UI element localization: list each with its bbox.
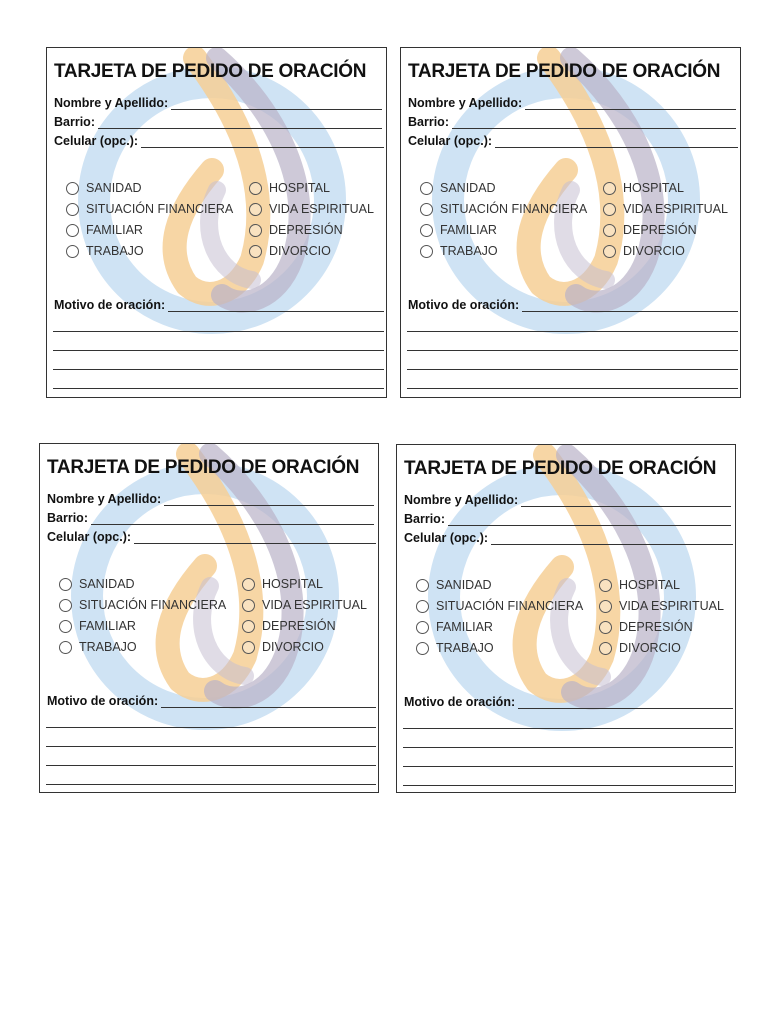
option-left-2[interactable] <box>66 223 143 237</box>
celular-label: Celular (opc.): <box>47 530 132 544</box>
option-label: DEPRESIÓN <box>262 619 336 633</box>
radio-circle[interactable] <box>59 599 72 612</box>
writing-line[interactable] <box>53 369 384 370</box>
radio-circle[interactable] <box>66 182 79 195</box>
celular-line[interactable] <box>495 136 738 148</box>
radio-circle[interactable] <box>66 203 79 216</box>
motivo-line[interactable] <box>518 697 733 709</box>
motivo-label: Motivo de oración: <box>408 298 520 312</box>
writing-line[interactable] <box>46 727 376 728</box>
option-label: DEPRESIÓN <box>269 223 343 237</box>
option-right-0[interactable] <box>249 181 330 195</box>
option-label: HOSPITAL <box>619 578 680 592</box>
radio-circle[interactable] <box>420 203 433 216</box>
prayer-card-4 <box>396 444 736 793</box>
radio-circle[interactable] <box>599 621 612 634</box>
name-label: Nombre y Apellido: <box>47 492 162 506</box>
option-left-1[interactable] <box>66 202 233 216</box>
motivo-field[interactable] <box>404 695 733 709</box>
radio-circle[interactable] <box>603 245 616 258</box>
barrio-label: Barrio: <box>408 115 449 129</box>
option-label: HOSPITAL <box>269 181 330 195</box>
option-left-2[interactable] <box>420 223 497 237</box>
option-label: FAMILIAR <box>79 619 136 633</box>
option-left-1[interactable] <box>416 599 583 613</box>
option-label: HOSPITAL <box>623 181 684 195</box>
option-label: SITUACIÓN FINANCIERA <box>436 599 584 613</box>
barrio-line[interactable] <box>448 514 731 526</box>
writing-line[interactable] <box>403 766 733 767</box>
prayer-card-2 <box>400 47 741 398</box>
radio-circle[interactable] <box>603 203 616 216</box>
writing-line[interactable] <box>407 350 738 351</box>
radio-circle[interactable] <box>599 642 612 655</box>
celular-label: Celular (opc.): <box>404 531 489 545</box>
writing-line[interactable] <box>407 388 738 389</box>
option-label: SITUACIÓN FINANCIERA <box>440 202 588 216</box>
option-right-3[interactable] <box>249 244 331 258</box>
celular-field[interactable] <box>54 134 384 148</box>
writing-line[interactable] <box>46 765 376 766</box>
option-right-2[interactable] <box>249 223 343 237</box>
option-label: VIDA ESPIRITUAL <box>262 598 367 612</box>
option-label: FAMILIAR <box>436 620 493 634</box>
barrio-line[interactable] <box>91 513 374 525</box>
radio-circle[interactable] <box>242 578 255 591</box>
option-right-2[interactable] <box>242 619 336 633</box>
barrio-field[interactable] <box>408 115 736 129</box>
writing-line[interactable] <box>53 350 384 351</box>
motivo-line[interactable] <box>168 300 384 312</box>
radio-circle[interactable] <box>59 578 72 591</box>
option-left-2[interactable] <box>59 619 136 633</box>
barrio-field[interactable] <box>54 115 382 129</box>
writing-line[interactable] <box>403 785 733 786</box>
barrio-label: Barrio: <box>404 512 445 526</box>
name-line[interactable] <box>521 495 731 507</box>
writing-line[interactable] <box>407 331 738 332</box>
option-left-3[interactable] <box>420 244 498 258</box>
radio-circle[interactable] <box>416 621 429 634</box>
name-field[interactable] <box>47 492 374 506</box>
barrio-field[interactable] <box>47 511 374 525</box>
option-left-2[interactable] <box>416 620 493 634</box>
celular-field[interactable] <box>408 134 738 148</box>
radio-circle[interactable] <box>420 245 433 258</box>
option-label: VIDA ESPIRITUAL <box>269 202 374 216</box>
motivo-field[interactable] <box>54 298 384 312</box>
option-label: TRABAJO <box>86 244 144 258</box>
radio-circle[interactable] <box>420 182 433 195</box>
motivo-field[interactable] <box>408 298 738 312</box>
writing-line[interactable] <box>46 746 376 747</box>
radio-circle[interactable] <box>59 641 72 654</box>
barrio-label: Barrio: <box>54 115 95 129</box>
option-label: VIDA ESPIRITUAL <box>619 599 724 613</box>
radio-circle[interactable] <box>66 224 79 237</box>
radio-circle[interactable] <box>249 245 262 258</box>
option-right-3[interactable] <box>599 641 681 655</box>
radio-circle[interactable] <box>242 599 255 612</box>
radio-circle[interactable] <box>416 579 429 592</box>
option-label: TRABAJO <box>79 640 137 654</box>
option-label: DIVORCIO <box>623 244 685 258</box>
radio-circle[interactable] <box>249 224 262 237</box>
radio-circle[interactable] <box>66 245 79 258</box>
barrio-line[interactable] <box>452 117 736 129</box>
option-label: SITUACIÓN FINANCIERA <box>86 202 234 216</box>
radio-circle[interactable] <box>599 600 612 613</box>
name-label: Nombre y Apellido: <box>54 96 169 110</box>
writing-line[interactable] <box>403 728 733 729</box>
barrio-line[interactable] <box>98 117 382 129</box>
name-label: Nombre y Apellido: <box>404 493 519 507</box>
option-left-3[interactable] <box>66 244 144 258</box>
radio-circle[interactable] <box>59 620 72 633</box>
writing-line[interactable] <box>53 331 384 332</box>
option-right-1[interactable] <box>249 202 374 216</box>
option-label: TRABAJO <box>436 641 494 655</box>
option-label: DIVORCIO <box>262 640 324 654</box>
writing-line[interactable] <box>53 388 384 389</box>
card-title: TARJETA DE PEDIDO DE ORACIÓN <box>47 457 360 478</box>
option-label: TRABAJO <box>440 244 498 258</box>
radio-circle[interactable] <box>249 182 262 195</box>
celular-line[interactable] <box>491 533 733 545</box>
celular-label: Celular (opc.): <box>408 134 493 148</box>
name-field[interactable] <box>404 493 731 507</box>
option-left-1[interactable] <box>59 598 226 612</box>
option-label: SANIDAD <box>440 181 496 195</box>
option-left-3[interactable] <box>59 640 137 654</box>
option-left-0[interactable] <box>59 577 135 591</box>
motivo-line[interactable] <box>161 696 376 708</box>
radio-circle[interactable] <box>420 224 433 237</box>
option-label: SANIDAD <box>79 577 135 591</box>
option-label: DEPRESIÓN <box>619 620 693 634</box>
motivo-label: Motivo de oración: <box>54 298 166 312</box>
option-label: FAMILIAR <box>440 223 497 237</box>
celular-line[interactable] <box>134 532 376 544</box>
celular-line[interactable] <box>141 136 384 148</box>
option-right-0[interactable] <box>242 577 323 591</box>
option-label: DIVORCIO <box>619 641 681 655</box>
writing-line[interactable] <box>407 369 738 370</box>
option-right-2[interactable] <box>603 223 697 237</box>
option-label: SITUACIÓN FINANCIERA <box>79 598 227 612</box>
radio-circle[interactable] <box>249 203 262 216</box>
option-right-1[interactable] <box>603 202 728 216</box>
radio-circle[interactable] <box>416 642 429 655</box>
barrio-label: Barrio: <box>47 511 88 525</box>
celular-field[interactable] <box>47 530 376 544</box>
name-label: Nombre y Apellido: <box>408 96 523 110</box>
option-right-1[interactable] <box>242 598 367 612</box>
motivo-field[interactable] <box>47 694 376 708</box>
prayer-card-3 <box>39 443 379 793</box>
option-label: DEPRESIÓN <box>623 223 697 237</box>
card-title: TARJETA DE PEDIDO DE ORACIÓN <box>404 458 717 479</box>
option-right-2[interactable] <box>599 620 693 634</box>
option-right-3[interactable] <box>603 244 685 258</box>
option-left-1[interactable] <box>420 202 587 216</box>
option-right-1[interactable] <box>599 599 724 613</box>
radio-circle[interactable] <box>416 600 429 613</box>
option-label: HOSPITAL <box>262 577 323 591</box>
motivo-line[interactable] <box>522 300 738 312</box>
name-line[interactable] <box>164 494 374 506</box>
option-label: FAMILIAR <box>86 223 143 237</box>
radio-circle[interactable] <box>242 641 255 654</box>
celular-label: Celular (opc.): <box>54 134 139 148</box>
writing-line[interactable] <box>46 784 376 785</box>
name-line[interactable] <box>171 98 382 110</box>
name-field[interactable] <box>408 96 736 110</box>
option-right-0[interactable] <box>599 578 680 592</box>
option-label: VIDA ESPIRITUAL <box>623 202 728 216</box>
card-title: TARJETA DE PEDIDO DE ORACIÓN <box>54 61 367 82</box>
option-right-0[interactable] <box>603 181 684 195</box>
name-line[interactable] <box>525 98 736 110</box>
card-title: TARJETA DE PEDIDO DE ORACIÓN <box>408 61 721 82</box>
celular-field[interactable] <box>404 531 733 545</box>
option-left-3[interactable] <box>416 641 494 655</box>
radio-circle[interactable] <box>603 182 616 195</box>
name-field[interactable] <box>54 96 382 110</box>
option-label: SANIDAD <box>436 578 492 592</box>
option-left-0[interactable] <box>66 181 142 195</box>
barrio-field[interactable] <box>404 512 731 526</box>
option-left-0[interactable] <box>416 578 492 592</box>
prayer-card-1 <box>46 47 387 398</box>
motivo-label: Motivo de oración: <box>404 695 516 709</box>
radio-circle[interactable] <box>603 224 616 237</box>
radio-circle[interactable] <box>242 620 255 633</box>
option-label: SANIDAD <box>86 181 142 195</box>
option-right-3[interactable] <box>242 640 324 654</box>
writing-line[interactable] <box>403 747 733 748</box>
motivo-label: Motivo de oración: <box>47 694 159 708</box>
radio-circle[interactable] <box>599 579 612 592</box>
option-label: DIVORCIO <box>269 244 331 258</box>
option-left-0[interactable] <box>420 181 496 195</box>
